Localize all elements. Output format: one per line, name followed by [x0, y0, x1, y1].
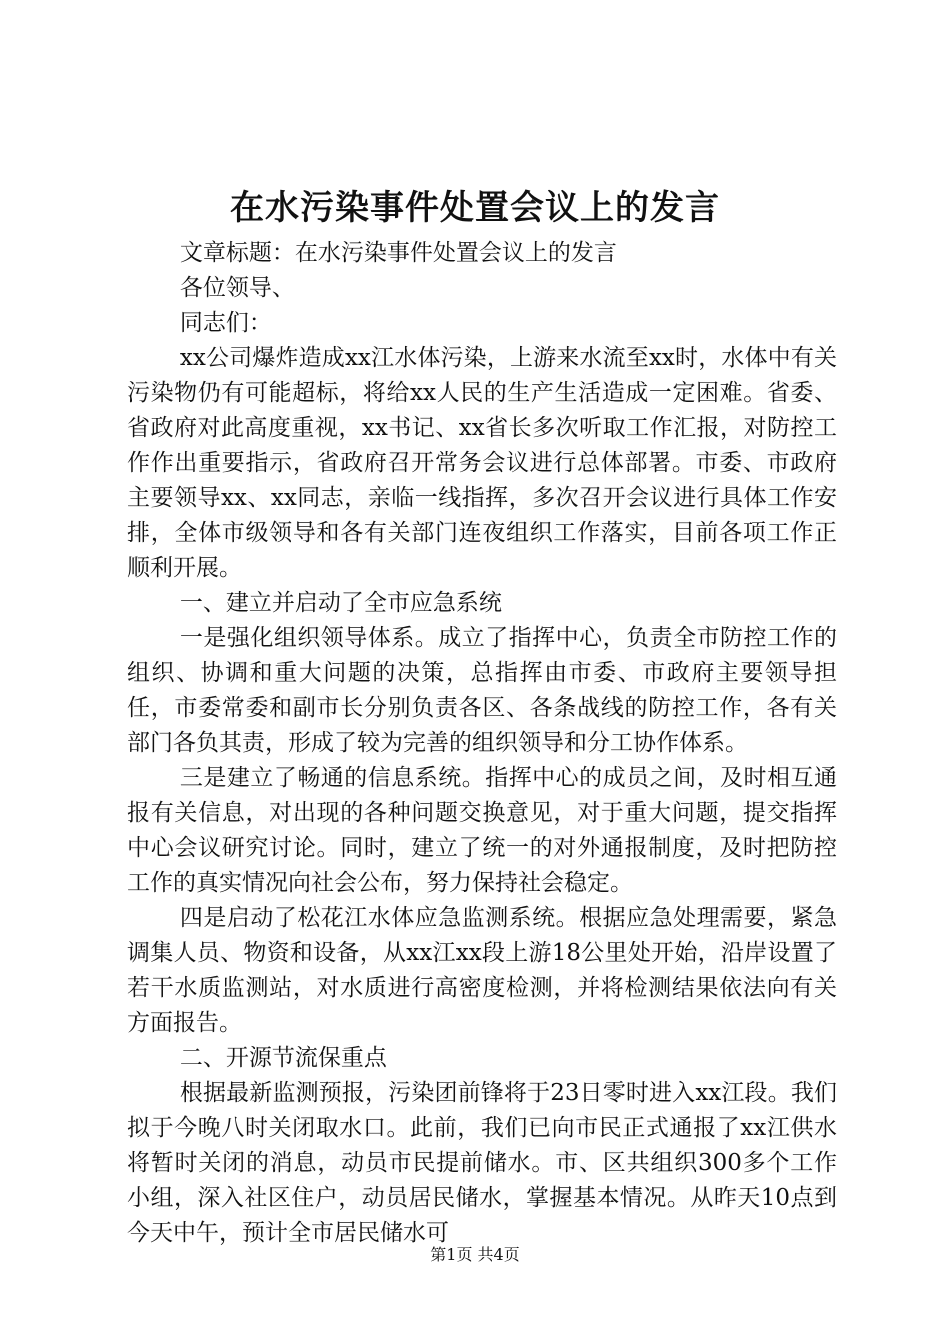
body-paragraph: 四是启动了松花江水体应急监测系统。根据应急处理需要，紧急调集人员、物资和设备，从xx江xx段上游18公里处开始，沿岸设置了若干水质监测站，对水质进行高密度检测，并将检测结果依法向有关方面报告。 [127, 905, 837, 1036]
body-paragraph: 根据最新监测预报，污染团前锋将于23日零时进入xx江段。我们拟于今晚八时关闭取水口。此前，我们已向市民正式通报了xx江供水将暂时关闭的消息，动员市民提前储水。市、区共组织300多个工作小组，深入社区住户，动员居民储水，掌握基本情况。从昨天10点到今天中午，预计全市居民储水可 [127, 1080, 837, 1246]
document-body [127, 236, 837, 1251]
salutation-line-2: 同志们： [179, 310, 272, 336]
article-title-line: 文章标题：在水污染事件处置会议上的发言 [179, 240, 617, 266]
salutation-line-1: 各位领导、 [179, 275, 295, 301]
intro-paragraph: xx公司爆炸造成xx江水体污染，上游来水流至xx时，水体中有关污染物仍有可能超标，将给xx人民的生产生活造成一定困难。省委、省政府对此高度重视，xx书记、xx省长多次听取工作汇报，对防控工作作出重要指示，省政府召开常务会议进行总体部署。市委、市政府主要领导xx、xx同志，亲临一线指挥，多次召开会议进行具体工作安排，全体市级领导和各有关部门连夜组织工作落实，目前各项工作正顺利开展。 [127, 345, 837, 581]
section-heading-2: 二、开源节流保重点 [179, 1045, 387, 1071]
document-title: 在水污染事件处置会议上的发言 [230, 188, 720, 228]
page-footer: 第1页 共4页 [430, 1245, 520, 1264]
section-heading-1: 一、建立并启动了全市应急系统 [179, 590, 502, 616]
body-paragraph: 一是强化组织领导体系。成立了指挥中心，负责全市防控工作的组织、协调和重大问题的决策，总指挥由市委、市政府主要领导担任，市委常委和副市长分别负责各区、各条战线的防控工作，各有关部门各负其责，形成了较为完善的组织领导和分工协作体系。 [127, 625, 837, 756]
body-paragraph: 三是建立了畅通的信息系统。指挥中心的成员之间，及时相互通报有关信息，对出现的各种问题交换意见，对于重大问题，提交指挥中心会议研究讨论。同时，建立了统一的对外通报制度，及时把防控工作的真实情况向社会公布，努力保持社会稳定。 [127, 765, 837, 896]
